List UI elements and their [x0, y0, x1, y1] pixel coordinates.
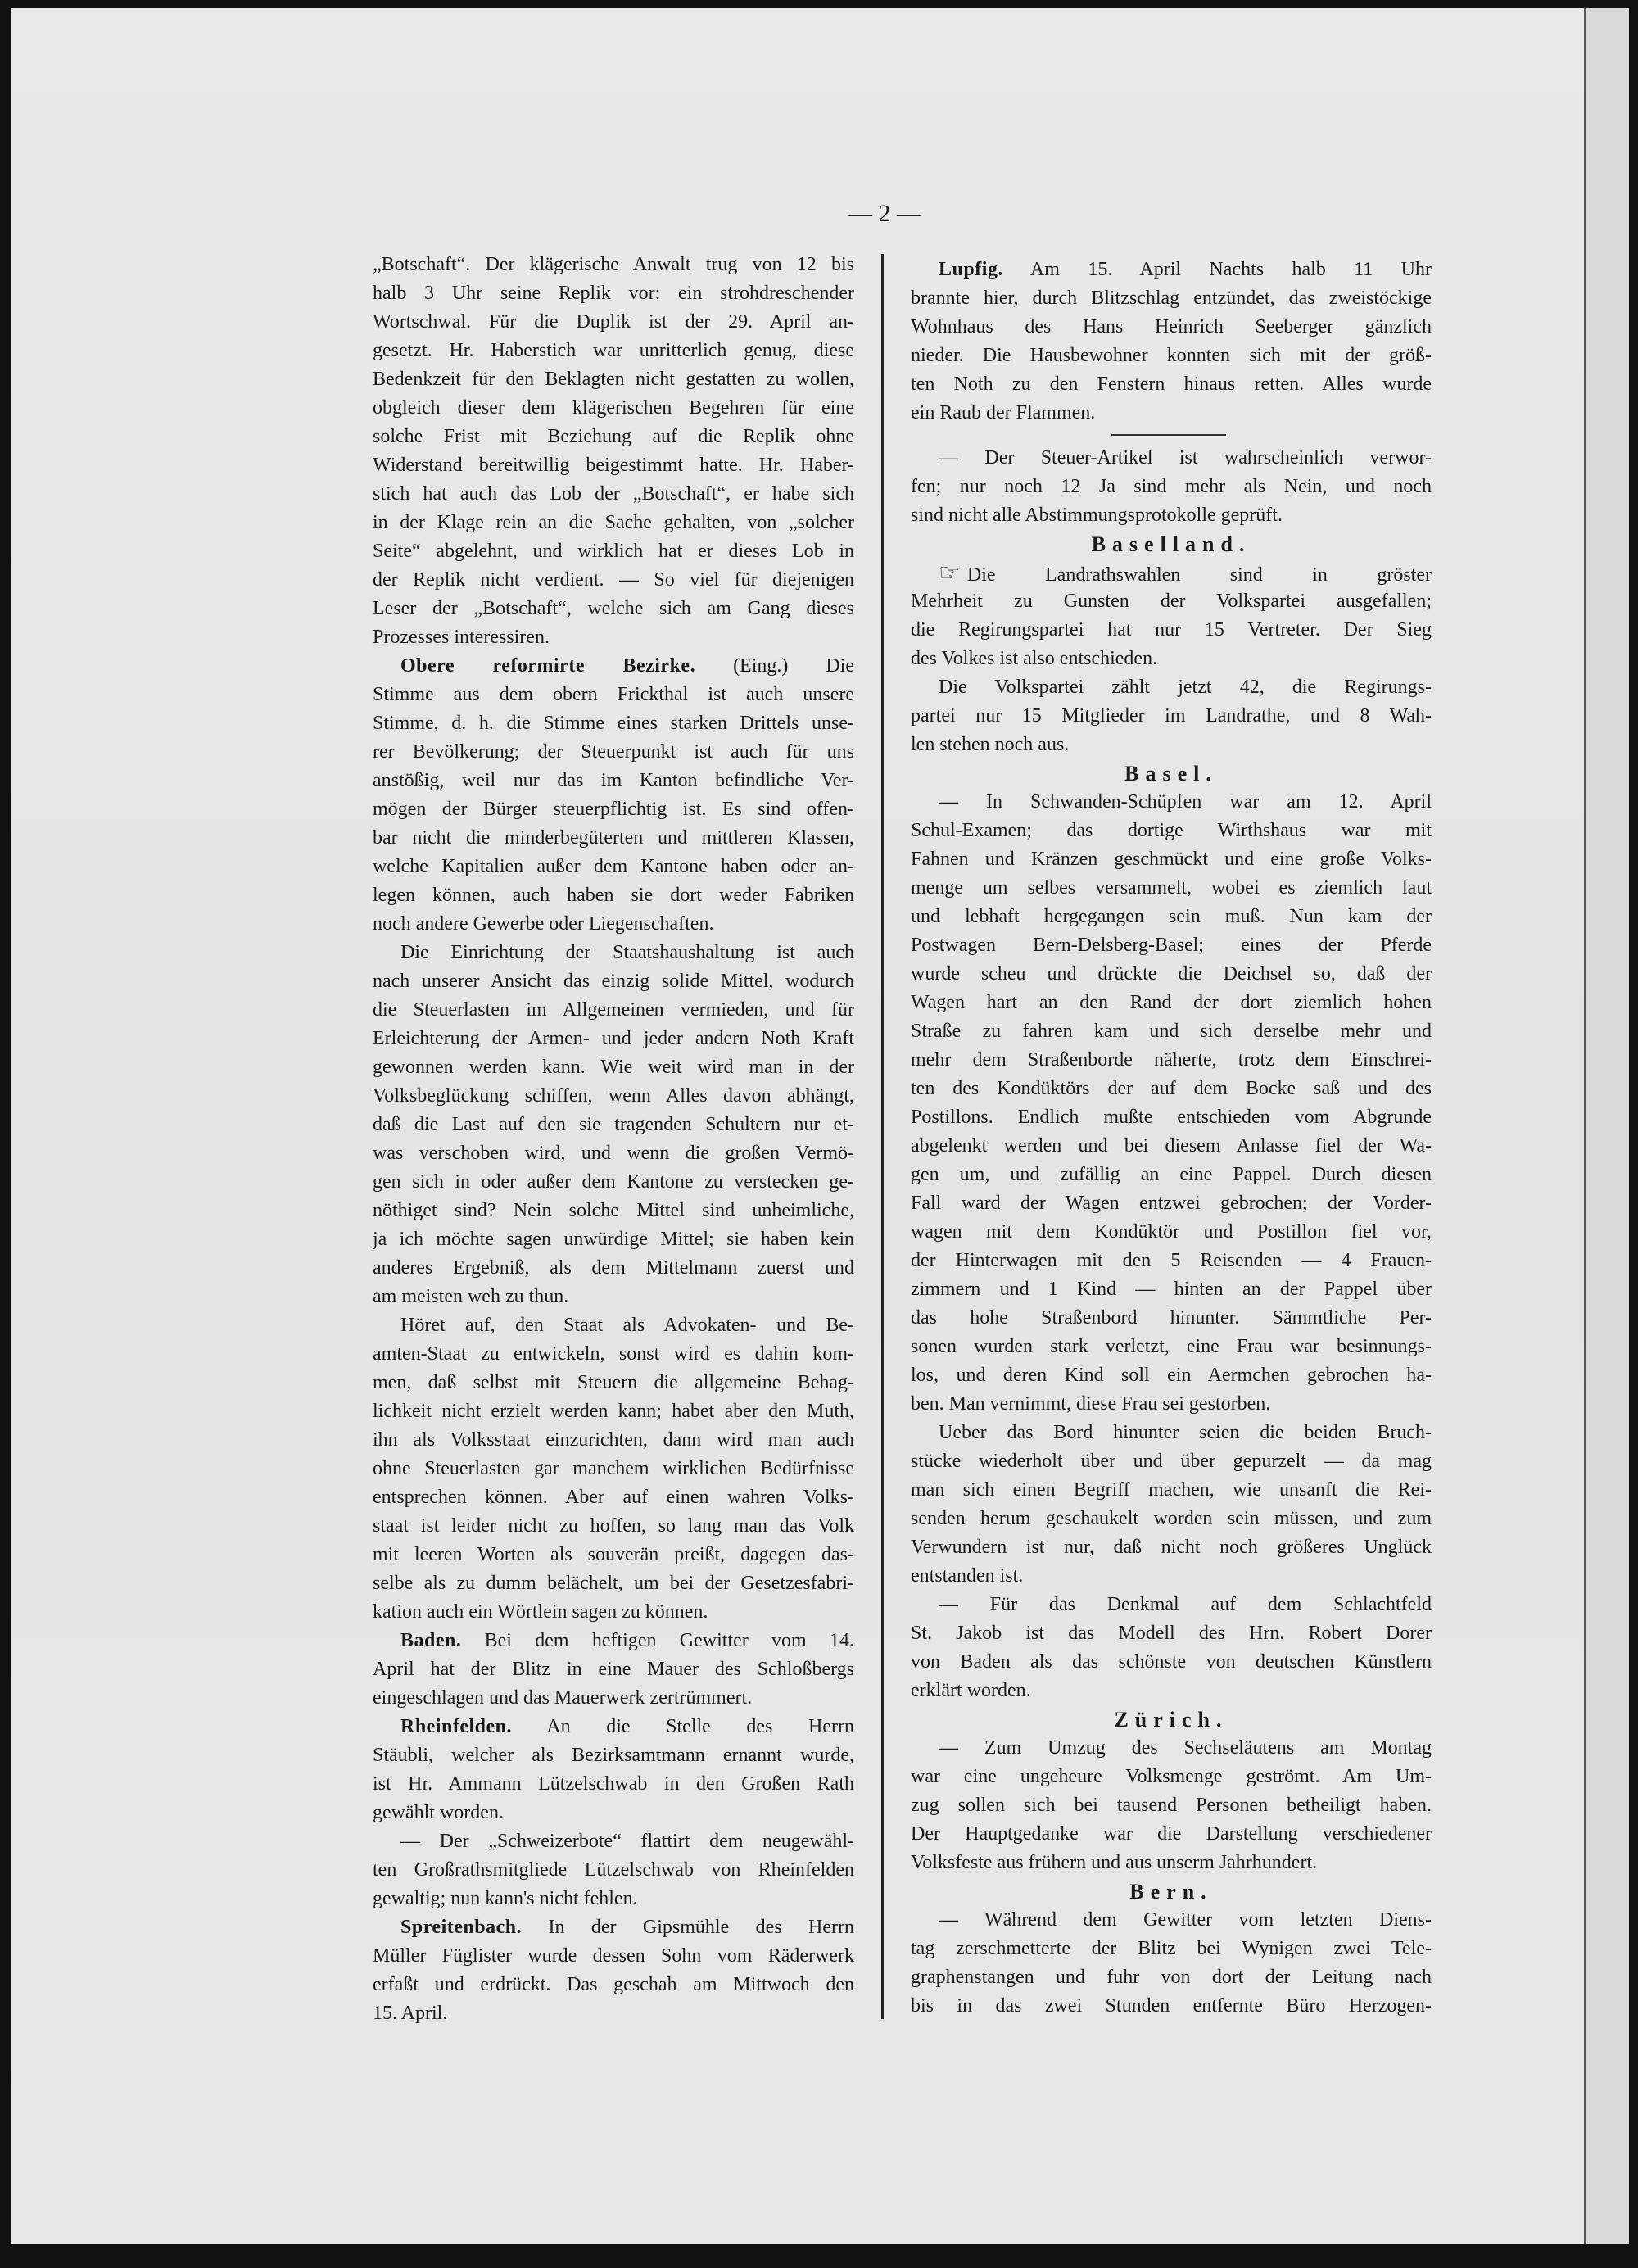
- text-line: [373, 1684, 854, 1713]
- line-text: — In Schwanden-Schüpfen war am 12. April: [939, 791, 1432, 813]
- line-text: Prozesses interessiren.: [373, 627, 550, 648]
- text-line: [911, 284, 1432, 313]
- line-text: des Volkes ist also entschieden.: [911, 648, 1158, 669]
- text-line: [373, 709, 854, 738]
- line-text: — Für das Denkmal auf dem Schlachtfeld: [939, 1594, 1432, 1615]
- article-paragraph: [911, 788, 1432, 1419]
- text-line: [373, 251, 854, 279]
- text-line: [911, 1849, 1432, 1877]
- text-line: [373, 1770, 854, 1799]
- line-text: — Während dem Gewitter vom letzten Diens-: [939, 1909, 1432, 1931]
- line-text: erklärt worden.: [911, 1680, 1031, 1701]
- article-paragraph: [373, 939, 854, 1311]
- text-line: [373, 1512, 854, 1541]
- text-line: [373, 1397, 854, 1426]
- text-line: [373, 795, 854, 824]
- line-text: — Der Steuer-Artikel ist wahrscheinlich verwor-: [939, 447, 1432, 469]
- text-line: [911, 1361, 1432, 1390]
- text-line: [373, 1713, 854, 1741]
- line-text: halb 3 Uhr seine Replik vor: ein strohdreschender: [373, 283, 854, 304]
- text-line: [911, 1017, 1432, 1046]
- text-line: [911, 1820, 1432, 1849]
- section-heading: Bern.: [1129, 1880, 1213, 1904]
- article-paragraph: [373, 251, 854, 652]
- line-text: kation auch ein Wörtlein sagen zu können.: [373, 1601, 708, 1623]
- text-line: [911, 1992, 1432, 2021]
- line-text: erfaßt und erdrückt. Das geschah am Mittwoch den: [373, 1974, 854, 1995]
- text-line: [911, 931, 1432, 960]
- line-text: daß die Last auf den sie tragenden Schultern nur et-: [373, 1114, 854, 1135]
- line-text: zug sollen sich bei tausend Personen betheiligt haben.: [911, 1795, 1432, 1816]
- text-line: [373, 451, 854, 480]
- text-line: [373, 279, 854, 308]
- text-line: [911, 645, 1432, 673]
- text-line: [911, 1763, 1432, 1791]
- text-line: [373, 394, 854, 423]
- text-line: [911, 989, 1432, 1017]
- text-line: [373, 1426, 854, 1455]
- line-text: mögen der Bürger steuerpflichtig ist. Es sind offen-: [373, 799, 854, 820]
- text-line: [911, 1046, 1432, 1075]
- text-line: [911, 845, 1432, 874]
- line-text: gewonnen werden kann. Wie weit wird man in der: [373, 1057, 854, 1078]
- text-line: [911, 1677, 1432, 1705]
- text-line: [911, 256, 1432, 284]
- text-line: [373, 1082, 854, 1111]
- text-line: [373, 308, 854, 337]
- text-line: [373, 738, 854, 767]
- line-text: Wortschwal. Für die Duplik ist der 29. April an-: [373, 311, 854, 333]
- line-text: Fahnen und Kränzen geschmückt und eine große Volks-: [911, 849, 1432, 870]
- line-text: lichkeit nicht erzielt werden kann; habet aber den Muth,: [373, 1401, 854, 1422]
- line-text: wagen mit dem Kondüktör und Postillon fiel vor,: [911, 1221, 1432, 1243]
- line-text: Bedenkzeit für den Beklagten nicht gestatten zu wollen,: [373, 369, 854, 390]
- line-text: Bei dem heftigen Gewitter vom 14.: [461, 1630, 854, 1651]
- article-paragraph: [911, 1591, 1432, 1705]
- text-line: [373, 1627, 854, 1655]
- text-line: [373, 1827, 854, 1856]
- line-text: los, und deren Kind soll ein Aermchen gebrochen ha-: [911, 1365, 1432, 1386]
- text-line: [373, 1569, 854, 1598]
- article-lead: Baden.: [400, 1630, 462, 1651]
- text-line: [373, 595, 854, 623]
- text-line: [911, 1591, 1432, 1619]
- text-line: [911, 1476, 1432, 1505]
- text-line: [373, 537, 854, 566]
- text-line: [373, 509, 854, 537]
- text-line: [911, 501, 1432, 530]
- text-line: [373, 824, 854, 853]
- text-line: [911, 1075, 1432, 1103]
- line-text: gen sich in oder außer dem Kantone zu verstecken ge-: [373, 1171, 854, 1193]
- line-text: Stimme, d. h. die Stimme eines starken Drittels unse-: [373, 713, 854, 734]
- line-text: Postwagen Bern-Delsberg-Basel; eines der Pferde: [911, 935, 1432, 956]
- line-text: Die Landrathswahlen sind in gröster: [966, 564, 1432, 586]
- line-text: Verwundern ist nur, daß nicht noch größeres Unglück: [911, 1537, 1432, 1558]
- text-line: [373, 1741, 854, 1770]
- line-text: An die Stelle des Herrn: [512, 1716, 854, 1737]
- line-text: eingeschlagen und das Mauerwerk zertrümmert.: [373, 1687, 753, 1709]
- article-paragraph: [373, 1913, 854, 2028]
- text-line: [911, 673, 1432, 702]
- article-paragraph: [373, 1713, 854, 1827]
- line-text: rer Bevölkerung; der Steuerpunkt ist auch für uns: [373, 741, 854, 763]
- line-text: was verschoben wird, und wenn die großen Vermö-: [373, 1143, 854, 1164]
- line-text: Die Einrichtung der Staatshaushaltung ist auch: [400, 942, 854, 963]
- text-line: [373, 1311, 854, 1340]
- line-text: Widerstand bereitwillig beigestimmt hatte. Hr. Haber-: [373, 455, 854, 476]
- text-line: [373, 1598, 854, 1627]
- left-column: [373, 251, 854, 2028]
- line-text: fen; nur noch 12 Ja sind mehr als Nein, und noch: [911, 476, 1432, 497]
- line-text: entstanden ist.: [911, 1565, 1024, 1587]
- line-text: legen können, auch haben sie dort weder Fabriken: [373, 885, 854, 906]
- article-paragraph: [911, 559, 1432, 673]
- line-text: Ueber das Bord hinunter seien die beiden Bruch-: [939, 1422, 1432, 1443]
- text-line: [911, 399, 1432, 428]
- pointing-hand-icon: ☞: [939, 559, 961, 586]
- text-line: [911, 1648, 1432, 1677]
- line-text: ohne Steuerlasten gar manchem wirklichen Bedürfnisse: [373, 1458, 854, 1479]
- line-text: len stehen noch aus.: [911, 734, 1070, 755]
- line-text: Fall ward der Wagen entzwei gebrochen; der Vorder-: [911, 1193, 1432, 1214]
- line-text: war eine ungeheure Volksmenge geströmt. Am Um-: [911, 1766, 1432, 1787]
- text-line: [911, 1447, 1432, 1476]
- page-number: — 2 —: [848, 200, 921, 227]
- line-text: gesetzt. Hr. Haberstich war unritterlich genug, diese: [373, 340, 854, 361]
- line-text: sonen wurden stark verletzt, eine Frau war besinnungs-: [911, 1336, 1432, 1357]
- text-line: [911, 1218, 1432, 1247]
- section-heading: Zürich.: [1114, 1708, 1228, 1732]
- text-line: [373, 337, 854, 365]
- article-paragraph: [373, 1627, 854, 1713]
- text-line: [911, 1906, 1432, 1935]
- line-text: von Baden als das schönste von deutschen Künstlern: [911, 1651, 1432, 1673]
- line-text: anstößig, weil nur das im Kanton befindliche Ver-: [373, 770, 854, 791]
- text-line: [373, 1655, 854, 1684]
- article-lead: Spreitenbach.: [400, 1917, 523, 1938]
- text-line: [911, 1791, 1432, 1820]
- text-line: [911, 731, 1432, 759]
- line-text: Der Hauptgedanke war die Darstellung verschiedener: [911, 1823, 1432, 1845]
- line-text: ihn als Volksstaat einzurichten, dann wird man auch: [373, 1429, 854, 1451]
- text-line: [373, 480, 854, 509]
- line-text: die Regirungspartei hat nur 15 Vertreter. Der Sieg: [911, 619, 1432, 641]
- line-text: die Steuerlasten im Allgemeinen vermieden, und für: [373, 999, 854, 1021]
- line-text: ten des Kondüktörs der auf dem Bocke saß und des: [911, 1078, 1432, 1099]
- text-line: [373, 1913, 854, 1942]
- line-text: Müller Füglister wurde dessen Sohn vom Räderwerk: [373, 1945, 854, 1967]
- line-text: sind nicht alle Abstimmungsprotokolle geprüft.: [911, 505, 1283, 526]
- article-lead: Obere reformirte Bezirke.: [400, 655, 696, 677]
- text-line: [373, 652, 854, 681]
- text-line: [373, 1455, 854, 1483]
- text-line: [911, 960, 1432, 989]
- text-line: [373, 681, 854, 709]
- text-line: [911, 1935, 1432, 1963]
- text-line: [911, 1275, 1432, 1304]
- line-text: Volksfeste aus frühern und aus unserm Jahrhundert.: [911, 1852, 1318, 1873]
- line-text: stücke wiederholt über und über gepurzelt — da mag: [911, 1451, 1432, 1472]
- text-line: [373, 1111, 854, 1139]
- line-text: „Botschaft“. Der klägerische Anwalt trug von 12 bis: [373, 254, 854, 275]
- line-text: graphenstangen und fuhr von dort der Leitung nach: [911, 1967, 1432, 1988]
- line-text: Wohnhaus des Hans Heinrich Seeberger gänzlich: [911, 316, 1432, 337]
- text-line: [911, 1734, 1432, 1763]
- text-line: [373, 767, 854, 795]
- text-line: [911, 616, 1432, 645]
- text-line: [373, 1283, 854, 1311]
- line-text: Mehrheit zu Gunsten der Volkspartei ausgefallen;: [911, 591, 1432, 612]
- adjacent-page-edge: [1584, 8, 1629, 2244]
- text-line: [373, 853, 854, 881]
- text-line: [373, 1885, 854, 1913]
- article-paragraph: [911, 1906, 1432, 2021]
- text-line: [373, 1025, 854, 1053]
- line-text: und lebhaft hergegangen sein muß. Nun kam der: [911, 906, 1432, 927]
- article-paragraph: [373, 652, 854, 939]
- line-text: senden herum geschaukelt worden sein müssen, und zum: [911, 1508, 1432, 1529]
- line-text: Stimme aus dem obern Frickthal ist auch unsere: [373, 684, 854, 705]
- line-text: wurde scheu und drückte die Deichsel so, daß der: [911, 963, 1432, 985]
- line-text: ja ich möchte sagen unwürdige Mittel; sie haben kein: [373, 1229, 854, 1250]
- text-line: [911, 342, 1432, 370]
- text-line: [911, 1161, 1432, 1189]
- text-line: [373, 1369, 854, 1397]
- line-text: der Hinterwagen mit den 5 Reisenden — 4 Frauen-: [911, 1250, 1432, 1271]
- line-text: abgelenkt werden und bei diesem Anlasse fiel der Wa-: [911, 1135, 1432, 1157]
- text-line: [911, 788, 1432, 817]
- text-line: [373, 623, 854, 652]
- text-line: [911, 559, 1432, 587]
- text-line: [911, 1189, 1432, 1218]
- article-paragraph: [373, 1827, 854, 1913]
- line-text: Postillons. Endlich mußte entschieden vom Abgrunde: [911, 1107, 1432, 1128]
- article-paragraph: [911, 673, 1432, 759]
- text-line: [373, 1541, 854, 1569]
- text-line: [911, 874, 1432, 903]
- text-line: [373, 1999, 854, 2028]
- text-line: [911, 1963, 1432, 1992]
- line-text: Die Volkspartei zählt jetzt 42, die Regirungs-: [939, 677, 1432, 698]
- line-text: obgleich dieser dem klägerischen Begehren für eine: [373, 397, 854, 419]
- line-text: nach unserer Ansicht das einzig solide Mittel, wodurch: [373, 971, 854, 992]
- section-heading: Baselland.: [1091, 532, 1251, 556]
- text-line: [373, 365, 854, 394]
- text-line: [911, 370, 1432, 399]
- line-text: Stäubli, welcher als Bezirksamtmann ernannt wurde,: [373, 1745, 854, 1766]
- line-text: Seite“ abgelehnt, und wirklich hat er dieses Lob in: [373, 541, 854, 562]
- line-text: ein Raub der Flammen.: [911, 402, 1096, 423]
- line-text: bar nicht die minderbegüterten und mittleren Klassen,: [373, 827, 854, 849]
- article-lead: Rheinfelden.: [400, 1716, 513, 1737]
- text-line: [911, 587, 1432, 616]
- line-text: am meisten weh zu thun.: [373, 1286, 569, 1307]
- line-text: stich hat auch das Lob der „Botschaft“, er habe sich: [373, 483, 854, 505]
- line-text: ben. Man vernimmt, diese Frau sei gestorben.: [911, 1393, 1271, 1415]
- text-line: [911, 1333, 1432, 1361]
- line-text: brannte hier, durch Blitzschlag entzündet, das zweistöckige: [911, 287, 1432, 309]
- line-text: Leser der „Botschaft“, welche sich am Gang dieses: [373, 598, 854, 619]
- text-line: [911, 1390, 1432, 1419]
- line-text: menge um selbes versammelt, wobei es ziemlich laut: [911, 877, 1432, 899]
- line-text: gewählt worden.: [373, 1802, 504, 1823]
- text-line: [373, 1942, 854, 1971]
- line-text: man sich einen Begriff machen, wie unsanft die Rei-: [911, 1479, 1432, 1501]
- text-line: [911, 702, 1432, 731]
- line-text: das hohe Straßenbord hinunter. Sämmtliche Per-: [911, 1307, 1432, 1329]
- line-text: gen um, und zufällig an eine Pappel. Durch diesen: [911, 1164, 1432, 1185]
- article-paragraph: [911, 1734, 1432, 1877]
- text-line: [373, 939, 854, 967]
- text-line: [373, 1053, 854, 1082]
- line-text: Schul-Examen; das dortige Wirthshaus war mit: [911, 820, 1432, 841]
- line-text: anderes Ergebniß, als dem Mittelmann zuerst und: [373, 1257, 854, 1279]
- text-line: [911, 1103, 1432, 1132]
- line-text: solche Frist mit Beziehung auf die Replik ohne: [373, 426, 854, 447]
- text-line: [373, 1799, 854, 1827]
- text-line: [911, 313, 1432, 342]
- line-text: Erleichterung der Armen- und jeder andern Noth Kraft: [373, 1028, 854, 1049]
- text-line: [911, 1562, 1432, 1591]
- line-text: zimmern und 1 Kind — hinten an der Pappel über: [911, 1279, 1432, 1300]
- section-divider: [911, 428, 1432, 444]
- line-text: In der Gipsmühle des Herrn: [522, 1917, 854, 1938]
- line-text: tag zerschmetterte der Blitz bei Wynigen zwei Tele-: [911, 1938, 1432, 1959]
- line-text: ten Noth zu den Fenstern hinaus retten. Alles wurde: [911, 373, 1432, 395]
- line-text: (Eing.) Die: [695, 655, 854, 677]
- text-line: [373, 1168, 854, 1197]
- text-line: [373, 1971, 854, 1999]
- section-heading: Basel.: [1124, 762, 1218, 785]
- text-line: [373, 1483, 854, 1512]
- text-line: [911, 1505, 1432, 1533]
- line-text: entsprechen können. Aber auf einen wahren Volks-: [373, 1487, 854, 1508]
- line-text: selbe als zu dumm belächelt, um bei der Gesetzesfabri-: [373, 1573, 854, 1594]
- text-line: [373, 910, 854, 939]
- line-text: St. Jakob ist das Modell des Hrn. Robert Dorer: [911, 1623, 1432, 1644]
- column-rule: [881, 254, 884, 2019]
- line-text: nieder. Die Hausbewohner konnten sich mit der größ-: [911, 345, 1432, 366]
- text-line: [911, 444, 1432, 473]
- text-line: [911, 1419, 1432, 1447]
- line-text: ten Großrathsmitgliede Lützelschwab von Rheinfelden: [373, 1859, 854, 1881]
- text-line: [911, 1533, 1432, 1562]
- line-text: ist Hr. Ammann Lützelschwab in den Großen Rath: [373, 1773, 854, 1795]
- article-paragraph: [911, 256, 1432, 428]
- text-line: [373, 1197, 854, 1225]
- line-text: 15. April.: [373, 2003, 448, 2024]
- line-text: nöthiget sind? Nein solche Mittel sind unheimliche,: [373, 1200, 854, 1221]
- line-text: Volksbeglückung schiffen, wenn Alles davon abhängt,: [373, 1085, 854, 1107]
- line-text: noch andere Gewerbe oder Liegenschaften.: [373, 913, 714, 935]
- text-line: [373, 996, 854, 1025]
- line-text: men, daß selbst mit Steuern die allgemeine Behag-: [373, 1372, 854, 1393]
- line-text: mit leeren Worten als souverän preißt, dagegen das-: [373, 1544, 854, 1565]
- text-line: [373, 1340, 854, 1369]
- line-text: — Der „Schweizerbote“ flattirt dem neugewähl-: [400, 1831, 854, 1852]
- article-paragraph: [373, 1311, 854, 1627]
- line-text: partei nur 15 Mitglieder im Landrathe, und 8 Wah-: [911, 705, 1432, 727]
- text-line: [373, 1139, 854, 1168]
- text-line: [373, 881, 854, 910]
- text-line: [911, 1132, 1432, 1161]
- text-line: [911, 817, 1432, 845]
- line-text: mehr dem Straßenborde näherte, trotz dem Einschrei-: [911, 1049, 1432, 1071]
- line-text: April hat der Blitz in eine Mauer des Schloßbergs: [373, 1659, 854, 1680]
- line-text: in der Klage rein an die Sache gehalten, von „solcher: [373, 512, 854, 533]
- line-text: bis in das zwei Stunden entfernte Büro Herzogen-: [911, 1995, 1432, 2017]
- text-line: [911, 473, 1432, 501]
- right-column: [911, 256, 1432, 2021]
- text-line: [373, 1254, 854, 1283]
- text-line: [911, 903, 1432, 931]
- line-text: amten-Staat zu entwickeln, sonst wird es dahin kom-: [373, 1343, 854, 1365]
- line-text: Am 15. April Nachts halb 11 Uhr: [1002, 259, 1432, 280]
- line-text: gewaltig; nun kann's nicht fehlen.: [373, 1888, 638, 1909]
- text-line: [911, 1304, 1432, 1333]
- line-text: der Replik nicht verdient. — So viel für diejenigen: [373, 569, 854, 591]
- text-line: [911, 1247, 1432, 1275]
- article-paragraph: [911, 444, 1432, 530]
- line-text: Straße zu fahren kam und sich derselbe mehr und: [911, 1021, 1432, 1042]
- line-text: staat ist leider nicht zu hoffen, so lang man das Volk: [373, 1515, 854, 1537]
- text-line: [911, 1619, 1432, 1648]
- text-line: [373, 423, 854, 451]
- text-line: [373, 1856, 854, 1885]
- article-paragraph: [911, 1419, 1432, 1591]
- text-line: [373, 1225, 854, 1254]
- text-line: [373, 566, 854, 595]
- line-text: welche Kapitalien außer dem Kantone haben oder an-: [373, 856, 854, 877]
- line-text: Höret auf, den Staat als Advokaten- und Be-: [400, 1315, 854, 1336]
- line-text: Wagen hart an den Rand der dort ziemlich hohen: [911, 992, 1432, 1013]
- article-lead: Lupfig.: [939, 259, 1003, 280]
- line-text: — Zum Umzug des Sechseläutens am Montag: [939, 1737, 1432, 1759]
- text-line: [373, 967, 854, 996]
